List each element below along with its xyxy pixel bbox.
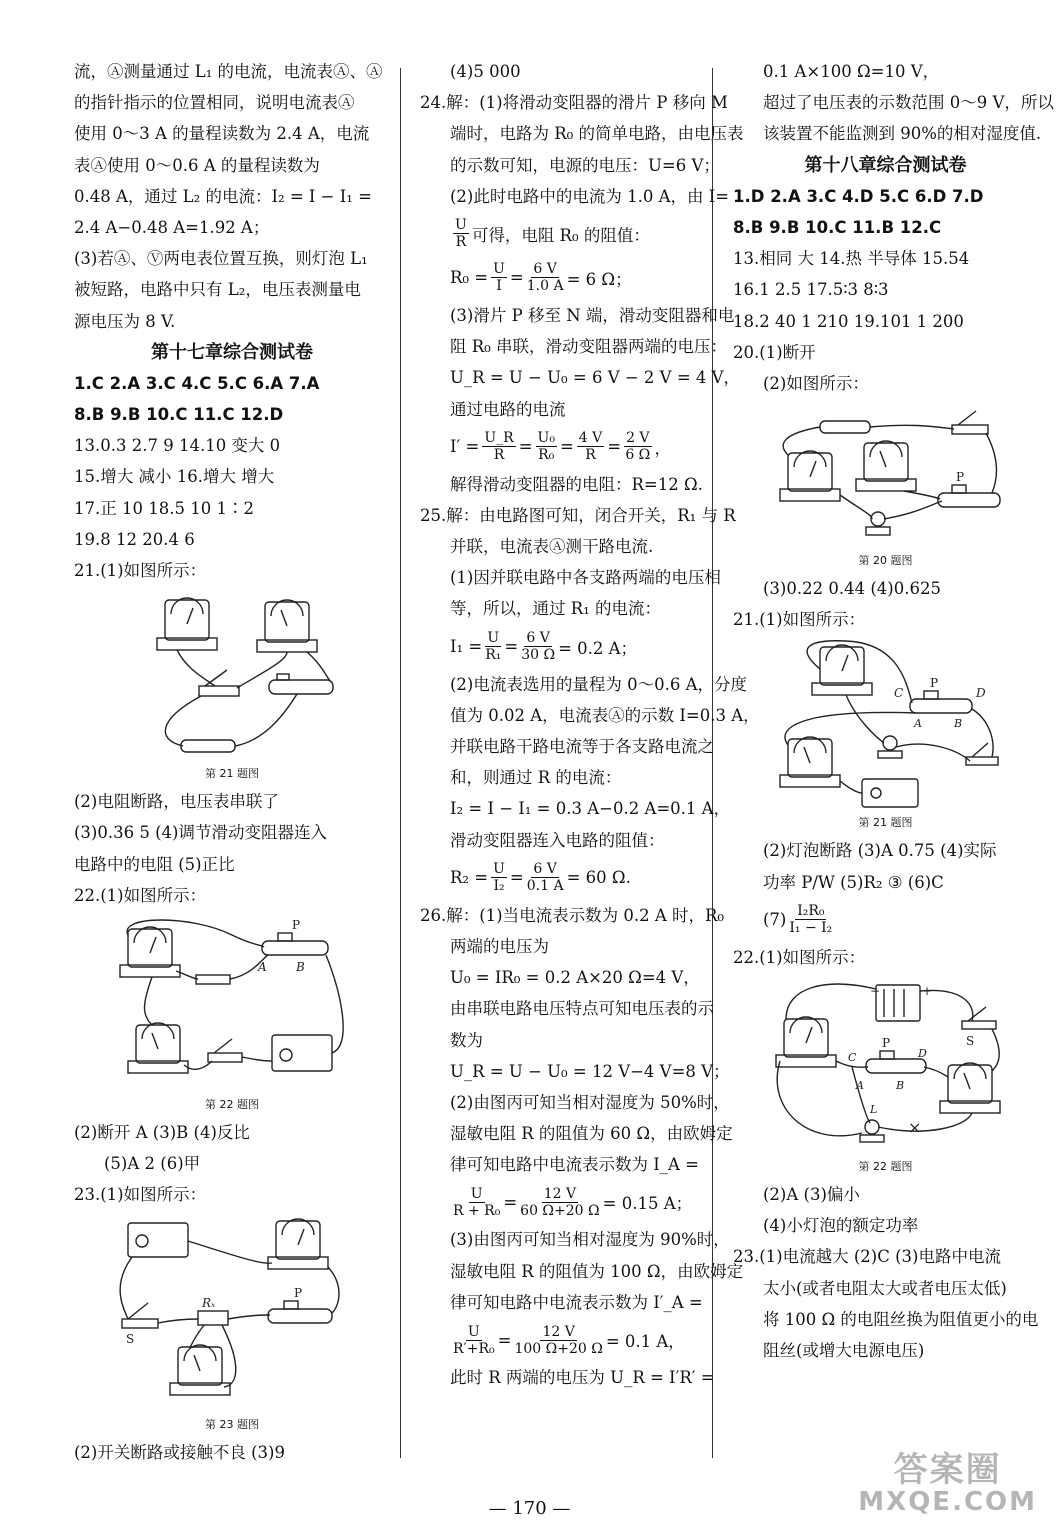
answer-line: (4)小灯泡的额定功率 xyxy=(763,1216,919,1236)
text-line: (3)若Ⓐ、Ⓥ两电表位置互换，则灯泡 L₁ xyxy=(74,249,368,269)
answer-line: 1.C 2.A 3.C 4.C 5.C 6.A 7.A xyxy=(74,373,320,393)
text-line: 解得滑动变阻器的电阻：R=12 Ω. xyxy=(450,474,703,494)
circuit-figure-21 xyxy=(117,590,347,760)
formula-text: = 60 Ω. xyxy=(566,868,631,888)
answer-line: 18.2 40 1 210 19.101 1 200 xyxy=(733,311,964,331)
denominator: R xyxy=(455,234,467,251)
text-line: 等，所以，通过 R₁ 的电流： xyxy=(450,599,662,619)
svg-text:P: P xyxy=(881,1036,890,1050)
question-label: 23.(1)如图所示： xyxy=(74,1185,207,1205)
answer-line: 8.B 9.B 10.C 11.B 12.C xyxy=(733,217,942,237)
text-line: 滑动变阻器连入电路的阻值： xyxy=(450,830,665,850)
formula-text: = 0.15 A； xyxy=(602,1194,693,1214)
formula-text: (7) xyxy=(763,910,787,930)
denominator: I xyxy=(496,278,502,295)
text-line: 的指针指示的位置相同，说明电流表Ⓐ xyxy=(74,93,355,113)
formula-text: ， xyxy=(654,438,672,458)
denominator: R′+R₀ xyxy=(453,1340,495,1357)
question-label: 22.(1)如图所示： xyxy=(733,947,866,967)
denominator: 60 Ω+20 Ω xyxy=(520,1202,600,1219)
answer-line: 1.D 2.A 3.C 4.D 5.C 6.D 7.D xyxy=(733,186,984,206)
text-line: (1)因并联电路中各支路两端的电压相 xyxy=(450,568,721,588)
formula-text: = 0.1 A， xyxy=(605,1332,685,1351)
svg-text:−: − xyxy=(869,984,880,998)
svg-text:P: P xyxy=(292,917,301,932)
denominator: R + R₀ xyxy=(453,1202,501,1219)
section-title: 第十七章综合测试卷 xyxy=(151,341,313,363)
circuit-figure-20 xyxy=(766,403,1006,547)
answer-line: (2)如图所示： xyxy=(763,373,869,393)
svg-text:D: D xyxy=(917,1047,927,1060)
text-line: 湿敏电阻 R 的阻值为 100 Ω，由欧姆定 xyxy=(450,1261,744,1281)
answer-line: (2)断开 A (3)B (4)反比 xyxy=(74,1122,250,1142)
formula: I₁ = $\frac{U}{\text{R₁}}$ = $\frac{6 V}{30 \Omega}$ = 0.2 A； xyxy=(450,630,638,664)
circuit-figure-21b xyxy=(766,639,1006,809)
circuit-figure-23 xyxy=(112,1215,352,1411)
watermark-logo-text: 答案圈 xyxy=(893,1450,1002,1490)
answer-line: 阻丝(或增大电源电压) xyxy=(763,1340,925,1360)
denominator: R xyxy=(493,447,505,464)
figure-caption: 第 23 题图 xyxy=(205,1417,259,1431)
numerator: U xyxy=(493,261,505,278)
text-line: 26.解：(1)当电流表示数为 0.2 A 时，R₀ xyxy=(420,905,725,925)
answer-line: 太小(或者电阻太大或者电压太低) xyxy=(763,1278,1007,1298)
circuit-figure-22b xyxy=(766,977,1006,1153)
formula: R₂ = $\frac{U}{\text{I₂}}$ = $\frac{6 V}{0.1 A}$ = 60 Ω. xyxy=(450,861,631,895)
column-2 xyxy=(420,56,760,1393)
svg-text:A: A xyxy=(855,1079,864,1092)
numerator: U xyxy=(470,1185,483,1202)
formula xyxy=(733,898,1038,942)
text-line: 的示数可知，电源的电压：U=6 V； xyxy=(450,155,720,175)
circuit-figure-22 xyxy=(112,915,352,1091)
text-line: 可得，电阻 R₀ 的阻值： xyxy=(471,225,650,245)
text-line: 此时 R 两端的电压为 U_R = I′R′ = xyxy=(450,1368,715,1387)
column-3 xyxy=(733,56,1054,1366)
numerator: 6 V xyxy=(526,630,550,647)
text-line: 0.48 A，通过 L₂ 的电流：I₂ = I − I₁ = xyxy=(74,186,372,206)
formula-text: R₂ = xyxy=(450,868,489,888)
answer-line: (3)0.22 0.44 (4)0.625 xyxy=(763,579,941,599)
formula: R₀ = $\frac{U}{I}$ = $\frac{6 V}{1.0 A}$ = 6 Ω； xyxy=(450,261,632,295)
text-line: 源电压为 8 V. xyxy=(74,311,176,331)
denominator: I₂ xyxy=(493,878,505,895)
text-line: U_R = U − U₀ = 6 V − 2 V = 4 V， xyxy=(450,368,741,388)
svg-text:×: × xyxy=(907,1118,921,1137)
numerator: 12 V xyxy=(543,1185,577,1202)
formula-text: I₁ = xyxy=(450,637,483,657)
text-line: 并联电路干路电流等于各支路电流之 xyxy=(450,737,714,756)
answer-line: 13.相同 大 14.热 半导体 15.54 xyxy=(733,249,970,269)
answer-line: (2)A (3)偏小 xyxy=(763,1185,860,1204)
figure-caption: 第 22 题图 xyxy=(858,1160,913,1173)
text-line: 端时，电路为 R₀ 的简单电路，由电压表 xyxy=(450,124,744,144)
svg-text:A: A xyxy=(258,959,267,974)
text-line: 通过电路的电流 xyxy=(450,399,566,419)
text-line: 2.4 A−0.48 A=1.92 A； xyxy=(74,217,270,237)
formula xyxy=(420,212,720,256)
numerator: U xyxy=(493,861,505,878)
formula-text: I′ = xyxy=(450,437,480,457)
text-line: (2)电流表选用的量程为 0～0.6 A，分度 xyxy=(450,674,748,694)
svg-text:C: C xyxy=(893,686,903,701)
figure-caption: 第 21 题图 xyxy=(858,816,913,830)
answer-line: 20.(1)断开 xyxy=(733,342,816,362)
watermark xyxy=(858,1452,1037,1516)
numerator: U_R xyxy=(484,430,514,447)
answer-line: 16.1 2.5 17.5∶3 8∶3 xyxy=(733,280,889,300)
text-line: 值为 0.02 A，电流表Ⓐ的示数 I=0.3 A， xyxy=(450,705,760,725)
text-line: 24.解：(1)将滑动变阻器的滑片 P 移向 M xyxy=(420,93,728,113)
answer-line: 23.(1)电流越大 (2)C (3)电路中电流 xyxy=(733,1247,1001,1267)
numerator: U xyxy=(455,217,467,234)
text-line: 0.1 A×100 Ω=10 V， xyxy=(763,62,940,81)
numerator: 6 V xyxy=(533,861,557,878)
denominator: 1.0 A xyxy=(526,278,564,295)
numerator: U₀ xyxy=(537,430,555,447)
svg-text:P: P xyxy=(294,1285,303,1300)
answer-line: (2)电阻断路，电压表串联了 xyxy=(74,792,279,812)
numerator: 12 V xyxy=(542,1323,575,1340)
text-line: 使用 0～3 A 的量程读数为 2.4 A，电流 xyxy=(74,124,370,144)
text-line: 律可知电路中电流表示数为 I_A = xyxy=(450,1155,699,1175)
svg-text:P: P xyxy=(929,676,938,691)
denominator: 6 Ω xyxy=(625,447,651,464)
question-label: 22.(1)如图所示： xyxy=(74,885,207,905)
svg-text:S: S xyxy=(965,1034,974,1048)
text-line: (3)滑片 P 移至 N 端，滑动变阻器和电 xyxy=(450,305,735,325)
formula: $\frac{U}{\text{R′+R₀}}$ = $\frac{12 V}{100 \Omega+20 \Omega}$ = 0.1 A， xyxy=(453,1323,685,1357)
svg-text:P: P xyxy=(955,470,964,485)
numerator: U xyxy=(487,630,500,647)
text-line: (2)此时电路中的电流为 1.0 A，由 I= xyxy=(450,186,730,206)
text-line: U₀ = IR₀ = 0.2 A×20 Ω=4 V， xyxy=(450,968,700,988)
answer-line: (2)开关断路或接触不良 (3)9 xyxy=(74,1442,285,1462)
formula-text: R₀ = xyxy=(450,268,489,288)
svg-text:C: C xyxy=(847,1051,856,1064)
denominator: R₁ xyxy=(485,647,502,664)
text-line: 由串联电路电压特点可知电压表的示 xyxy=(450,999,714,1019)
svg-text:+: + xyxy=(921,984,932,998)
text-line: 数为 xyxy=(450,1030,483,1050)
answer-line: 将 100 Ω 的电阻丝换为阻值更小的电 xyxy=(763,1309,1039,1329)
answer-line: 17.正 10 18.5 10 1∶2 xyxy=(74,498,254,518)
text-line: 该装置不能监测到 90%的相对湿度值. xyxy=(763,124,1042,144)
formula-text: = 0.2 A； xyxy=(558,638,638,658)
text-line: U_R = U − U₀ = 12 V−4 V=8 V； xyxy=(450,1061,730,1081)
text-line: 超过了电压表的示数范围 0～9 V，所以 xyxy=(763,93,1054,113)
svg-text:B: B xyxy=(953,717,962,731)
page-number: — 170 — xyxy=(488,1498,571,1519)
text-line: 25.解：由电路图可知，闭合开关，R₁ 与 R xyxy=(420,505,736,525)
question-label: 21.(1)如图所示： xyxy=(733,610,866,630)
svg-text:D: D xyxy=(975,686,986,701)
numerator: I₂R₀ xyxy=(797,903,825,920)
text-line: 被短路，电路中只有 L₂，电压表测量电 xyxy=(74,280,361,300)
text-line: 湿敏电阻 R 的阻值为 60 Ω，由欧姆定 xyxy=(450,1124,733,1144)
denominator: 100 Ω+20 Ω xyxy=(514,1340,603,1357)
column-divider-1 xyxy=(400,68,401,1458)
formula: I′ = $\frac{U\_R}{R}$ = $\frac{\text{U₀}}{\text{R₀}}$ = $\frac{4 V}{R}$ = $\frac{2 V}{6 \Omega}$ ， xyxy=(450,430,672,464)
text-line: 律可知电路中电流表示数为 I′_A = xyxy=(450,1292,703,1312)
figure-caption: 第 22 题图 xyxy=(205,1097,259,1111)
text-line: (3)由图丙可知当相对湿度为 90%时， xyxy=(450,1230,730,1250)
figure-caption: 第 20 题图 xyxy=(858,554,913,568)
answer-line: (3)0.36 5 (4)调节滑动变阻器连入 xyxy=(74,823,327,843)
svg-text:B: B xyxy=(296,959,305,974)
answer-line: 19.8 12 20.4 6 xyxy=(74,529,195,549)
text-line: 流，Ⓐ测量通过 L₁ 的电流，电流表Ⓐ、Ⓐ xyxy=(74,62,383,81)
answer-line: 功率 P/W (5)R₂ ③ (6)C xyxy=(763,872,944,892)
text-line: I₂ = I − I₁ = 0.3 A−0.2 A=0.1 A， xyxy=(450,799,731,819)
column-1 xyxy=(74,56,390,1468)
text-line: 和，则通过 R 的电流： xyxy=(450,768,622,788)
figure-caption: 第 21 题图 xyxy=(205,767,259,781)
text-line: 两端的电压为 xyxy=(450,936,549,956)
numerator: 6 V xyxy=(533,261,557,278)
text-line: (2)由图丙可知当相对湿度为 50%时， xyxy=(450,1092,730,1112)
answer-line: (4)5 000 xyxy=(450,62,521,81)
formula-text: = 6 Ω； xyxy=(566,269,632,289)
svg-text:S: S xyxy=(126,1331,135,1346)
answer-line: 8.B 9.B 10.C 11.C 12.D xyxy=(74,405,284,425)
denominator: I₁ − I₂ xyxy=(789,920,833,937)
question-label: 21.(1)如图所示： xyxy=(74,561,207,580)
numerator: 2 V xyxy=(626,430,650,447)
svg-text:L: L xyxy=(869,1103,877,1116)
answer-line: 15.增大 减小 16.增大 增大 xyxy=(74,467,275,487)
text-line: 阻 R₀ 串联，滑动变阻器两端的电压： xyxy=(450,337,728,357)
denominator: 0.1 A xyxy=(526,878,564,895)
answer-line: (5)A 2 (6)甲 xyxy=(104,1154,201,1174)
numerator: U xyxy=(467,1323,480,1340)
formula: $\frac{U}{\text{R + R₀}}$ = $\frac{12 V}{60 \Omega+20 \Omega}$ = 0.15 A； xyxy=(453,1185,693,1219)
answer-line: 电路中的电阻 (5)正比 xyxy=(74,854,235,874)
section-title: 第十八章综合测试卷 xyxy=(804,154,967,176)
answer-line: 13.0.3 2.7 9 14.10 变大 0 xyxy=(74,436,281,456)
text-line: 表Ⓐ使用 0～0.6 A 的量程读数为 xyxy=(74,155,320,175)
svg-text:A: A xyxy=(913,717,922,731)
text-line: 并联，电流表Ⓐ测干路电流. xyxy=(450,537,654,557)
denominator: R xyxy=(585,447,596,464)
denominator: 30 Ω xyxy=(521,647,556,664)
svg-text:B: B xyxy=(895,1079,904,1092)
denominator: R₀ xyxy=(538,447,555,464)
numerator: 4 V xyxy=(578,430,603,447)
watermark-url: MXQE.COM xyxy=(858,1487,1037,1517)
answer-line: (2)灯泡断路 (3)A 0.75 (4)实际 xyxy=(763,841,997,861)
svg-text:Rₓ: Rₓ xyxy=(202,1295,216,1310)
